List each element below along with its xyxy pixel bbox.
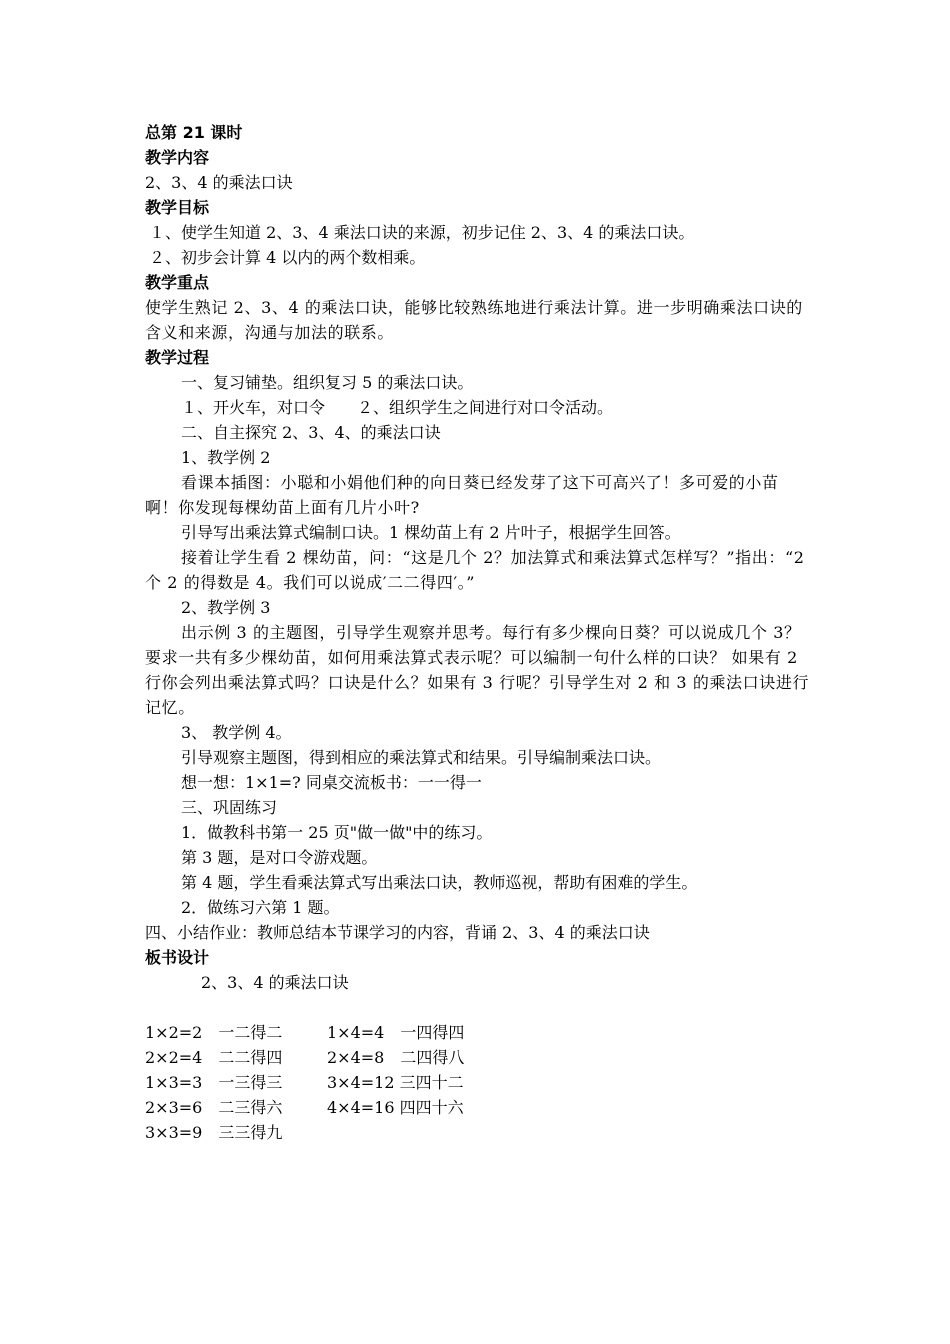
board-row-right: 3×4=12 三四十二 <box>327 1073 464 1092</box>
example-4-paragraph-2: 想一想：1×1=? 同桌交流板书：一一得一 <box>181 773 482 792</box>
board-row-left: 2×2=4 二二得四 <box>145 1048 283 1067</box>
process-step-1-items: １、开火车，对口令 ２、组织学生之间进行对口令活动。 <box>181 398 614 417</box>
board-row <box>145 1095 810 1120</box>
goal-item-1: １、使学生知道 2、3、4 乘法口诀的来源，初步记住 2、3、4 的乘法口诀。 <box>149 223 695 242</box>
board-row <box>145 1070 810 1095</box>
practice-item-4: 2．做练习六第 1 题。 <box>181 898 340 917</box>
board-title: 2、3、4 的乘法口诀 <box>201 973 349 992</box>
example-2-title: 1、教学例 2 <box>181 448 271 467</box>
practice-item-1: 1．做教科书第一 25 页"做一做"中的练习。 <box>181 823 493 842</box>
board-row <box>145 1120 810 1145</box>
board-row <box>145 1020 810 1045</box>
goal-item-2: ２、初步会计算 4 以内的两个数相乘。 <box>149 248 426 267</box>
practice-item-2: 第 3 题，是对口令游戏题。 <box>181 848 378 867</box>
focus-text: 使学生熟记 2、3、4 的乘法口诀，能够比较熟练地进行乘法计算。进一步明确乘法口诀的含义和来源，沟通与加法的联系。 <box>145 298 803 342</box>
example-2-paragraph-1: 看课本插图：小聪和小娟他们种的向日葵已经发芽了这下可高兴了！多可爱的小苗啊！你发现每棵幼苗上面有几片小叶? <box>145 473 779 517</box>
focus-heading: 教学重点 <box>145 273 210 292</box>
spacer <box>145 995 810 1020</box>
process-step-3: 三、巩固练习 <box>181 798 278 817</box>
example-2-paragraph-2: 引导写出乘法算式编制口诀。1 棵幼苗上有 2 片叶子，根据学生回答。 <box>181 523 681 542</box>
example-3-title: 2、教学例 3 <box>181 598 271 617</box>
content-heading: 教学内容 <box>145 148 210 167</box>
process-heading: 教学过程 <box>145 348 210 367</box>
board-row-right: 1×4=4 一四得四 <box>327 1023 465 1042</box>
board-row-left: 1×2=2 一二得二 <box>145 1023 283 1042</box>
example-2-paragraph-3: 接着让学生看 2 棵幼苗，问：“这是几个 2？加法算式和乘法算式怎样写？”指出：“2 个 2 的得数是 4。我们可以说成′二二得四′。” <box>145 548 805 592</box>
board-row-right: 2×4=8 二四得八 <box>327 1048 465 1067</box>
board-heading: 板书设计 <box>145 948 210 967</box>
process-step-1: 一、复习铺垫。组织复习 5 的乘法口诀。 <box>181 373 474 392</box>
board-row-left: 1×3=3 一三得三 <box>145 1073 283 1092</box>
example-3-paragraph-1: 出示例 3 的主题图，引导学生观察并思考。每行有多少棵向日葵？可以说成几个 3？要求一共有多少棵幼苗，如何用乘法算式表示呢？可以编制一句什么样的口诀？ 如果有 2 行你会列出乘法算式吗？口诀是什么？如果有 3 行呢？引导学生对 2 和 3 的乘法口诀进行记忆。 <box>145 623 810 717</box>
example-4-paragraph-1: 引导观察主题图，得到相应的乘法算式和结果。引导编制乘法口诀。 <box>181 748 662 767</box>
content-text: 2、3、4 的乘法口诀 <box>145 173 293 192</box>
board-table <box>145 1020 810 1145</box>
board-row <box>145 1045 810 1070</box>
process-step-4: 四、小结作业：教师总结本节课学习的内容，背诵 2、3、4 的乘法口诀 <box>145 923 650 942</box>
board-row-left: 2×3=6 二三得六 <box>145 1098 283 1117</box>
practice-item-3: 第 4 题，学生看乘法算式写出乘法口诀，教师巡视，帮助有困难的学生。 <box>181 873 698 892</box>
board-row-right: 4×4=16 四四十六 <box>327 1098 464 1117</box>
lesson-number-title: 总第 21 课时 <box>145 123 243 142</box>
lesson-plan-document <box>145 120 810 1145</box>
board-row-left: 3×3=9 三三得九 <box>145 1123 283 1142</box>
process-step-2: 二、自主探究 2、3、4、的乘法口诀 <box>181 423 441 442</box>
goals-heading: 教学目标 <box>145 198 210 217</box>
example-4-title: 3、 教学例 4。 <box>181 723 292 742</box>
